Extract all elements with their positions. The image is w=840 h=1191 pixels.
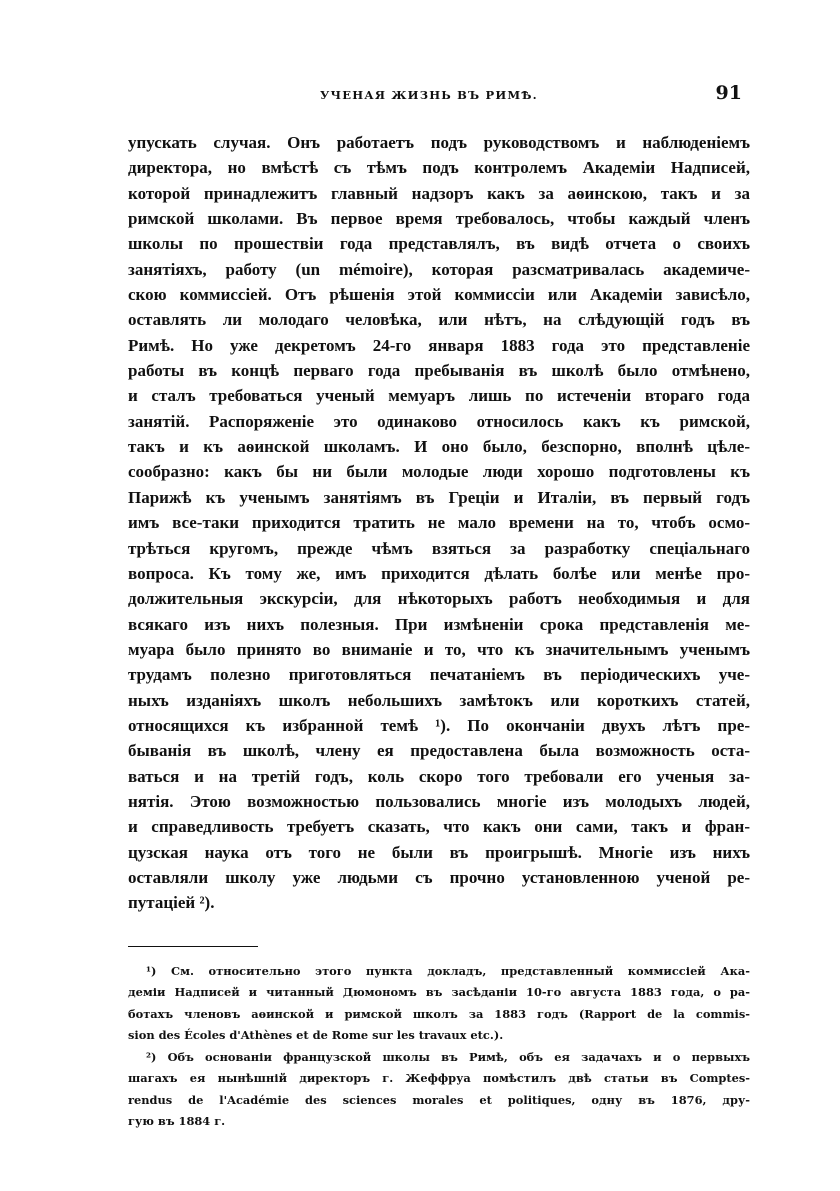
footnote-line: rendus de l'Académie des sciences morales et politiques, одну въ 1876, дру-: [128, 1092, 750, 1107]
text-line: Римѣ. Но уже декретомъ 24-го января 1883 года это представленіе: [128, 335, 750, 355]
text-line: римской школами. Въ первое время требовалось, чтобы каждый членъ: [128, 209, 750, 229]
text-line: скою коммиссіей. Отъ рѣшенія этой коммиссіи или Академіи зависѣло,: [128, 285, 750, 305]
text-line: работы въ концѣ перваго года пребыванія въ школѣ было отмѣнено,: [128, 361, 750, 381]
text-line: всякаго изъ нихъ полезныя. При измѣненіи срока представленія ме-: [128, 614, 750, 634]
text-line: должительныя экскурсіи, для нѣкоторыхъ работъ необходимыя и для: [128, 589, 750, 609]
footnote-line: sion des Écoles d'Athènes et de Rome sur les travaux etc.).: [128, 1028, 504, 1043]
main-text: [128, 130, 750, 916]
text-line: относящихся къ избранной темѣ ¹). По окончаніи двухъ лѣтъ пре-: [128, 715, 750, 735]
footnote-line: шагахъ ея нынѣшній директоръ г. Жеффруа помѣстилъ двѣ статьи въ Comptes-: [128, 1071, 750, 1086]
footnote-line: гую въ 1884 г.: [128, 1114, 226, 1129]
text-line: такъ и къ аѳинской школамъ. И оно было, безспорно, вполнѣ цѣле-: [128, 437, 750, 457]
footnote-line: ¹) См. относительно этого пункта докладъ, представленный коммиссіей Ака-: [146, 963, 750, 978]
footnote-line: ²) Объ основаніи французской школы въ Римѣ, объ ея задачахъ и о первыхъ: [146, 1049, 750, 1064]
footnote-line: деміи Надписей и читанный Дюмономъ въ засѣданіи 10-го августа 1883 года, о ра-: [128, 985, 750, 1000]
text-line: сообразно: какъ бы ни были молодые люди хорошо подготовлены къ: [128, 462, 750, 482]
footnote-line: ботахъ членовъ аѳинской и римской школъ за 1883 годъ (Rapport de la commis-: [128, 1006, 750, 1021]
text-line: школы по прошествіи года представлялъ, въ видѣ отчета о своихъ: [128, 234, 750, 254]
text-line: и справедливость требуетъ сказать, что какъ они сами, такъ и фран-: [128, 817, 750, 837]
running-head: [128, 82, 750, 116]
book-page: [128, 82, 750, 1133]
text-line: директора, но вмѣстѣ съ тѣмъ подъ контролемъ Академіи Надписей,: [128, 158, 750, 178]
text-line: ныхъ изданіяхъ школъ небольшихъ замѣтокъ или короткихъ статей,: [128, 690, 750, 710]
text-line: которой принадлежитъ главный надзоръ какъ за аѳинскою, такъ и за: [128, 183, 750, 203]
footnote-1: [128, 961, 750, 1047]
text-line: трѣться кругомъ, прежде чѣмъ взяться за разработку спеціальнаго: [128, 538, 750, 558]
text-line: трудамъ полезно приготовляться печатаніемъ въ періодическихъ уче-: [128, 665, 750, 685]
text-line: быванія въ школѣ, члену ея предоставлена была возможность оста-: [128, 741, 750, 761]
text-line: занятіяхъ, работу (un mémoire), которая разсматривалась академиче-: [128, 259, 750, 279]
text-line: оставлять ли молодаго человѣка, или нѣтъ, на слѣдующій годъ въ: [128, 310, 750, 330]
text-line: нятія. Этою возможностью пользовались многіе изъ молодыхъ людей,: [128, 791, 750, 811]
text-line: путаціей ²).: [128, 893, 215, 913]
page-number: 91: [715, 82, 742, 104]
text-line: вопроса. Къ тому же, имъ приходится дѣлать болѣе или менѣе про-: [128, 563, 750, 583]
text-line: занятій. Распоряженіе это одинаково относилось какъ къ римской,: [128, 411, 750, 431]
text-line: оставляли школу уже людьми съ прочно установленною ученой ре-: [128, 867, 750, 887]
text-line: цузская наука отъ того не были въ проигрышѣ. Многіе изъ нихъ: [128, 842, 750, 862]
text-line: имъ все-таки приходится тратить не мало времени на то, чтобъ осмо-: [128, 513, 750, 533]
footnotes: [128, 961, 750, 1133]
footnote-2: [128, 1047, 750, 1133]
text-line: ваться и на третій годъ, коль скоро того требовали его ученыя за-: [128, 766, 750, 786]
text-line: Парижѣ къ ученымъ занятіямъ въ Греціи и Италіи, въ первый годъ: [128, 487, 750, 507]
footnote-divider: [128, 946, 258, 947]
text-line: муара было принято во вниманіе и то, что къ значительнымъ ученымъ: [128, 639, 750, 659]
running-title: УЧЕНАЯ ЖИЗНЬ ВЪ РИМѢ.: [320, 88, 538, 102]
text-line: и сталъ требоваться ученый мемуаръ лишь по истеченіи втораго года: [128, 386, 750, 406]
text-line: упускать случая. Онъ работаетъ подъ руководствомъ и наблюденіемъ: [128, 133, 750, 152]
